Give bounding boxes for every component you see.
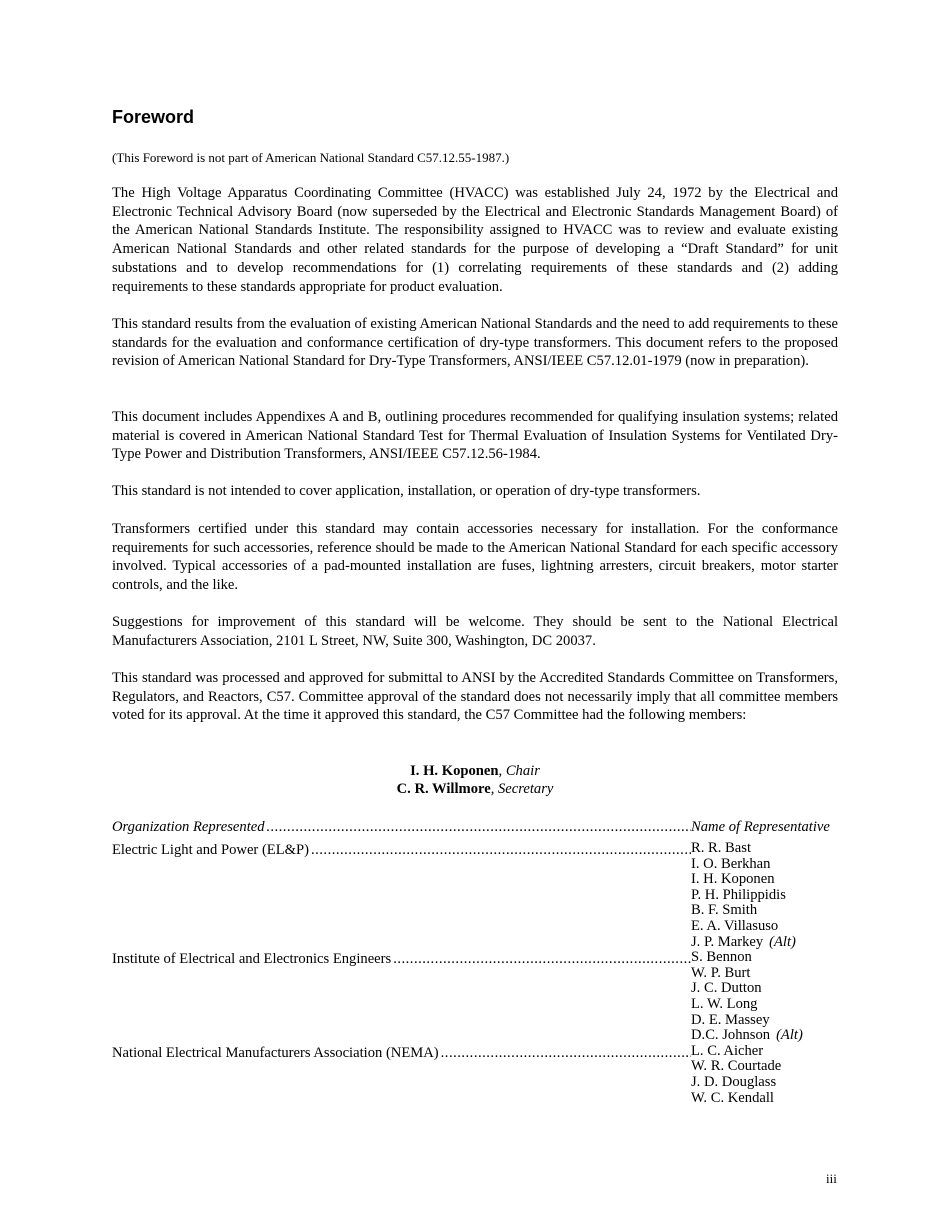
roster-row: [112, 841, 838, 950]
representative: [691, 981, 838, 997]
representative-name: I. H. Koponen: [691, 871, 775, 888]
representative-name: J. C. Dutton: [691, 980, 762, 997]
representative: [691, 997, 838, 1013]
representative-list: [691, 841, 838, 950]
representative-name: W. C. Kendall: [691, 1089, 774, 1106]
representative-name: B. F. Smith: [691, 902, 758, 919]
chair-line: [112, 762, 838, 780]
dot-leader: [393, 950, 691, 969]
representative: [691, 1091, 838, 1107]
representative-list: [691, 950, 838, 1044]
representative: [691, 1013, 838, 1029]
chair-role: , Chair: [498, 763, 540, 779]
representative: [691, 857, 838, 873]
alternate-label: (Alt): [769, 933, 796, 950]
representative: [691, 872, 838, 888]
representative-name: I. O. Berkhan: [691, 855, 771, 872]
org-cell: [112, 950, 691, 969]
paragraph-suggestions: Suggestions for improvement of this standard will be welcome. They should be sent to the National Electrical Manufacturers Association, 2101 L Street, NW, Suite 300, Washington, DC 20037.: [112, 614, 838, 649]
paragraph-evaluation: This standard results from the evaluation of existing American National Standards and the need to add requirements to these standards for the evaluation and conformance certification of dry-type transformers. This document refers to the proposed revision of American National Standard for Dry-Type Transformers, ANSI/IEEE C57.12.01-1979 (now in preparation).: [112, 316, 838, 370]
paragraph-accessories: Transformers certified under this standard may contain accessories necessary for installation. For the conformance requirements for such accessories, reference should be made to the American National Standard for each specific accessory involved. Typical accessories of a pad-mounted installation are fuses, lightning arresters, circuit breakers, motor starter controls, and the like.: [112, 521, 838, 594]
page-title: Foreword: [112, 107, 195, 127]
representative: [691, 1028, 838, 1044]
representative: [691, 935, 838, 951]
secretary-role: , Secretary: [490, 781, 554, 797]
representative-name: P. H. Philippidis: [691, 886, 786, 903]
org-cell: [112, 841, 691, 860]
roster-header: [112, 817, 838, 837]
representative-name: J. D. Douglass: [691, 1073, 777, 1090]
representative: [691, 950, 838, 966]
representative-name: J. P. Markey: [691, 933, 764, 950]
representative: [691, 966, 838, 982]
dot-leader: [311, 841, 691, 860]
roster-row: [112, 1044, 838, 1106]
representative-name: R. R. Bast: [691, 840, 752, 856]
page-number: iii: [826, 1171, 837, 1186]
chair-name: I. H. Koponen: [410, 763, 499, 779]
representative-name: D. E. Massey: [691, 1011, 770, 1028]
dot-leader: [267, 817, 691, 837]
dot-leader: [441, 1044, 691, 1063]
representative-name: E. A. Villasuso: [691, 917, 779, 934]
representative-name: S. Bennon: [691, 949, 752, 966]
secretary-line: [112, 780, 838, 798]
roster-row: [112, 950, 838, 1044]
paragraph-appendixes: This document includes Appendixes A and B, outlining procedures recommended for qualifying insulation systems; related material is covered in American National Standard Test for Thermal Evaluation of Insulation Systems for Ventilated Dry-Type Power and Distribution Transformers, ANSI/IEEE C57.12.56-1984.: [112, 409, 838, 463]
representative-name: D.C. Johnson: [691, 1027, 771, 1044]
organization-name: Institute of Electrical and Electronics Engineers: [112, 951, 392, 968]
secretary-name: C. R. Willmore: [396, 781, 491, 797]
representative-name: L. C. Aicher: [691, 1042, 764, 1059]
representative-name: W. P. Burt: [691, 964, 751, 981]
organization-name: Electric Light and Power (EL&P): [112, 842, 309, 858]
paragraph-scope: This standard is not intended to cover application, installation, or operation of dry-type transformers.: [112, 483, 701, 499]
foreword-note: (This Foreword is not part of American National Standard C57.12.55-1987.): [112, 150, 510, 165]
representative: [691, 888, 838, 904]
representative: [691, 903, 838, 919]
representative: [691, 1044, 838, 1060]
paragraph-hvacc: The High Voltage Apparatus Coordinating Committee (HVACC) was established July 24, 1972 by the Electrical and Electronic Technical Advisory Board (now superseded by the Electrical and Electronic Standards Management Board) of the American National Standards Institute. The responsibility assigned to HVACC was to review and evaluate existing American National Standards and other related standards for the purpose of developing a “Draft Standard” for unit substations and to develop recommendations for (1) correlating requirements of these standards and (2) adding requirements to these standards appropriate for product evaluation.: [112, 185, 838, 295]
representative: [691, 841, 838, 857]
committee-officers: [112, 762, 838, 798]
alternate-label: (Alt): [776, 1027, 803, 1044]
org-header-cell: [112, 817, 691, 837]
org-header: Organization Represented: [112, 819, 265, 835]
representative: [691, 1059, 838, 1075]
representative-list: [691, 1044, 838, 1106]
representative: [691, 919, 838, 935]
organization-name: National Electrical Manufacturers Association (NEMA): [112, 1044, 439, 1061]
rep-header: Name of Representative: [691, 819, 830, 835]
org-cell: [112, 1044, 691, 1063]
representative-name: L. W. Long: [691, 995, 758, 1012]
representative: [691, 1075, 838, 1091]
paragraph-committee: This standard was processed and approved for submittal to ANSI by the Accredited Standards Committee on Transformers, Regulators, and Reactors, C57. Committee approval of the standard does not necessarily imply that all committee members voted for its approval. At the time it approved this standard, the C57 Committee had the following members:: [112, 670, 838, 724]
representative-name: W. R. Courtade: [691, 1058, 782, 1075]
committee-roster: [112, 817, 838, 1106]
